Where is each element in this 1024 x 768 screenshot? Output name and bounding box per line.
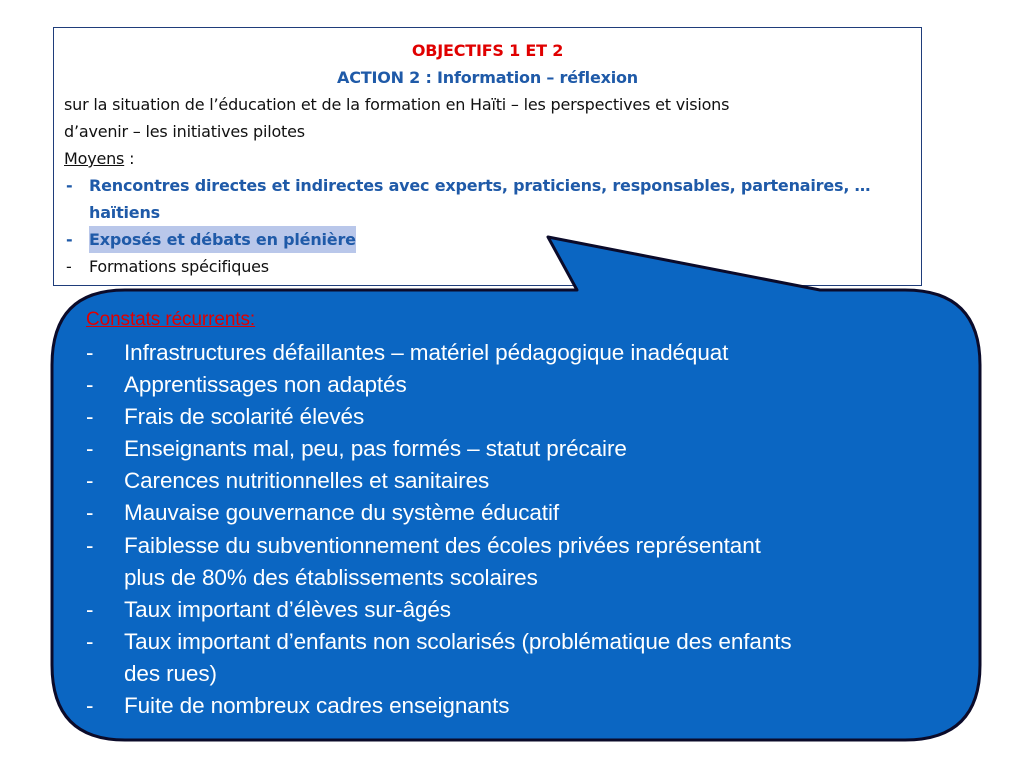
findings-list [86,303,966,722]
finding-text: Taux important d’élèves sur-âgés [124,596,451,622]
finding-item [86,433,966,465]
findings-heading-text: Constats récurrents [86,309,250,330]
finding-dash: - [86,436,94,462]
finding-text: Infrastructures défaillantes – matériel pédagogique inadéquat [124,340,729,365]
means-item-2-text: Exposés et débats en plénière [89,226,356,253]
finding-text-continuation: des rues) [124,660,217,686]
finding-dash: - [86,404,94,430]
finding-dash: - [86,468,94,494]
means-item-1-text: Rencontres directes et indirectes avec experts, praticiens, responsables, partenaires, … [89,176,871,195]
finding-text: Carences nutritionnelles et sanitaires [124,468,490,494]
findings-heading-colon: : [249,309,256,330]
action-description-line-2: d’avenir – les initiatives pilotes [64,122,305,141]
means-colon: : [124,149,135,168]
action-subtitle: ACTION 2 : Information – réflexion [337,68,638,87]
finding-text-wrapped [124,530,966,594]
finding-text: Frais de scolarité élevés [124,404,365,430]
finding-text: Mauvaise gouvernance du système éducatif [124,500,560,526]
finding-text: Fuite de nombreux cadres enseignants [124,693,510,719]
means-item-3-text: Formations spécifiques [89,257,269,276]
action-description-line-1: sur la situation de l’éducation et de la formation en Haïti – les perspectives et visions [64,95,730,114]
finding-item [86,369,966,401]
finding-item [86,465,966,497]
finding-dash: - [86,500,94,526]
finding-item [86,690,966,722]
finding-item [86,497,966,529]
means-item-2-dash: - [66,230,73,249]
finding-dash: - [86,372,94,398]
finding-text: Apprentissages non adaptés [124,372,407,398]
finding-item [86,401,966,433]
finding-item [86,337,966,369]
finding-text: Faiblesse du subventionnement des écoles privées représentant [124,532,761,558]
finding-text: Taux important d’enfants non scolarisés (problématique des enfants [124,628,792,654]
means-item-3-dash: - [66,257,72,276]
finding-dash: - [86,340,94,365]
finding-dash: - [86,628,94,654]
objectives-title: OBJECTIFS 1 ET 2 [411,41,564,60]
finding-text-continuation: plus de 80% des établissements scolaires [124,564,538,590]
means-item-1-dash: - [66,176,73,195]
finding-dash: - [86,693,94,719]
finding-text: Enseignants mal, peu, pas formés – statut précaire [124,436,627,462]
finding-dash: - [86,532,94,558]
finding-item [86,594,966,626]
finding-item [86,530,966,594]
means-label: Moyens [64,149,125,168]
finding-dash: - [86,596,94,622]
finding-text-wrapped [124,626,966,690]
means-item-1-continuation: haïtiens [89,203,160,222]
findings-heading [86,303,966,337]
finding-item [86,626,966,690]
